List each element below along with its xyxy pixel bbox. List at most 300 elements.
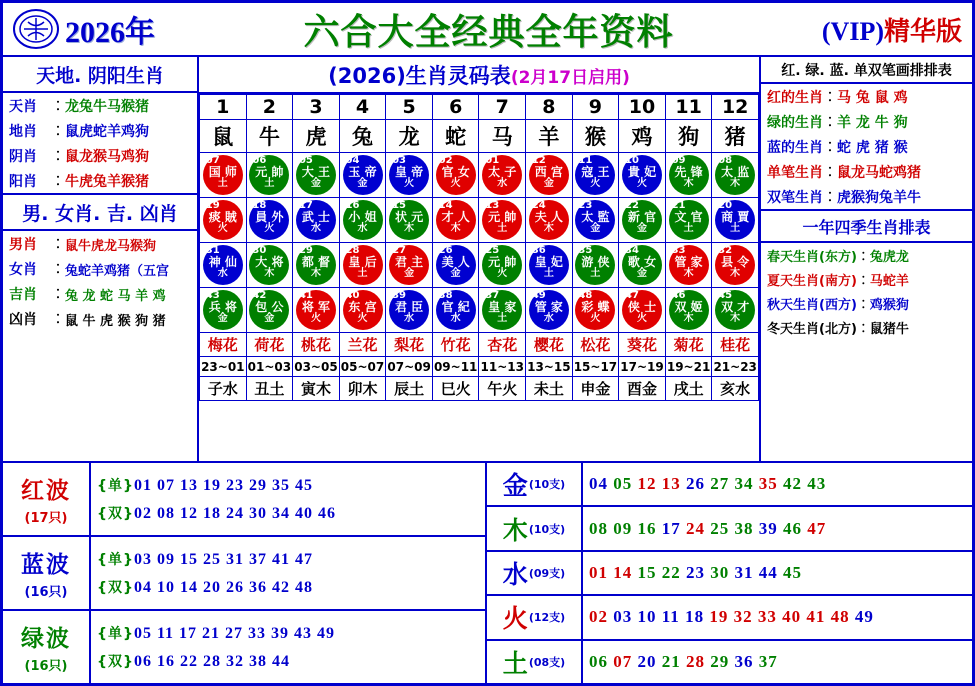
wave-parity-tag: {单} (97, 626, 134, 642)
ball-title: 侠 士 (627, 300, 657, 314)
ball-title: 状 元 (395, 210, 424, 224)
ball-element: 木 (404, 223, 415, 234)
element-number: 12 (637, 474, 662, 494)
table-cell: 狗 (665, 120, 712, 153)
element-number: 36 (734, 651, 759, 671)
ball-title: 大 将 (255, 255, 284, 269)
table-cell: 1 (200, 95, 247, 120)
table-cell (619, 153, 666, 198)
element-block (487, 596, 972, 640)
element-number: 35 (758, 474, 783, 494)
ball-number: 24 (531, 200, 546, 211)
row-sep: ︰ (51, 287, 65, 303)
ball-element: 火 (404, 178, 415, 189)
ball-number: 38 (438, 290, 453, 301)
table-row-time-ranges (200, 357, 759, 377)
row-label: 秋天生肖(西方) (767, 298, 857, 313)
table-cell: 3 (293, 95, 340, 120)
ball-element: 木 (310, 268, 321, 279)
zodiac-number-ball (436, 290, 476, 330)
element-number: 24 (686, 518, 711, 538)
row-label: 男肖 (9, 237, 37, 253)
ball-element: 水 (497, 178, 508, 189)
table-cell: 13~15 (526, 357, 573, 377)
table-cell (432, 288, 479, 333)
ball-number: 41 (298, 290, 313, 301)
table-cell (339, 153, 386, 198)
table-cell: 丑土 (246, 377, 293, 401)
ball-element: 土 (217, 178, 228, 189)
element-number: 18 (685, 607, 710, 627)
ball-title: 元 帥 (255, 165, 284, 179)
table-cell: 兔 (339, 120, 386, 153)
left-panel (3, 57, 199, 461)
element-number: 01 (589, 563, 614, 583)
ball-number: 01 (485, 155, 500, 166)
vip-suffix: 精华版 (883, 16, 962, 46)
bottom-section (3, 461, 972, 683)
ball-element: 火 (636, 178, 647, 189)
zodiac-number-ball (249, 155, 289, 195)
list-item (3, 168, 197, 193)
zodiac-number-ball (529, 290, 569, 330)
wave-name: 绿波 (21, 626, 71, 652)
ball-title: 歌 女 (627, 255, 657, 269)
table-cell: 龙 (386, 120, 433, 153)
row-value: 蛇 虎 猪 猴 (837, 140, 908, 156)
element-numbers (583, 563, 972, 583)
wave-parity-tag: {双} (97, 654, 134, 670)
row-value: 兔 龙 蛇 马 羊 鸡 (65, 288, 166, 304)
table-cell (665, 153, 712, 198)
row-value: 鼠猪牛 (869, 322, 909, 337)
row-value: 鼠龙马蛇鸡猪 (837, 165, 921, 181)
element-count: (09支) (528, 567, 566, 581)
ball-number: 43 (205, 290, 220, 301)
element-number: 02 (589, 607, 614, 627)
wave-count: (17只) (24, 511, 68, 526)
row-sep: ︰ (51, 174, 65, 190)
ball-element: 土 (543, 268, 554, 279)
list-item (3, 143, 197, 168)
zodiac-table-title-main: (2026)生肖灵码表 (328, 64, 511, 88)
ball-number: 02 (438, 155, 453, 166)
row-label: 双笔生肖 (767, 190, 823, 206)
season-rows (761, 243, 972, 339)
row-value: 鼠牛虎龙马猴狗 (65, 238, 157, 254)
coin-logo-icon (11, 7, 61, 51)
wave-parity-tag: {双} (97, 506, 134, 522)
row-value: 鼠龙猴马鸡狗 (65, 149, 149, 165)
ball-element: 木 (730, 268, 741, 279)
table-cell: 兰花 (339, 333, 386, 357)
ball-number: 12 (531, 155, 546, 166)
zodiac-table-title-note: (2月17日启用) (510, 68, 630, 88)
wave-table (3, 463, 487, 683)
ball-title: 大 王 (301, 165, 331, 179)
element-number: 04 (589, 474, 614, 494)
ball-number: 46 (671, 290, 686, 301)
zodiac-number-ball (622, 200, 662, 240)
element-number: 20 (637, 651, 662, 671)
ball-title: 彩 蝶 (581, 300, 610, 314)
table-cell (246, 198, 293, 243)
table-cell: 亥水 (712, 377, 759, 401)
zodiac-number-ball (389, 290, 429, 330)
ball-element: 金 (543, 178, 554, 189)
wave-line (97, 499, 485, 527)
ball-element: 火 (590, 313, 601, 324)
list-item (3, 231, 197, 256)
table-cell: 03~05 (293, 357, 340, 377)
table-cell: 桃花 (293, 333, 340, 357)
ball-number: 33 (671, 245, 686, 256)
table-row-balls (200, 153, 759, 198)
table-cell (246, 153, 293, 198)
zodiac-number-ball (529, 200, 569, 240)
left-panel-title-2: 男. 女肖. 吉. 凶肖 (3, 195, 197, 231)
row-sep: ︰ (51, 99, 65, 115)
table-cell (619, 198, 666, 243)
ball-element: 土 (497, 313, 508, 324)
element-name: 火 (502, 604, 528, 634)
ball-title: 官 紀 (441, 300, 470, 314)
element-name-cell (487, 641, 583, 683)
ball-element: 木 (543, 223, 554, 234)
table-row-numbers (200, 95, 759, 120)
row-label: 绿的生肖 (767, 115, 823, 131)
ball-number: 08 (718, 155, 733, 166)
ball-number: 07 (205, 155, 220, 166)
table-row-animals (200, 120, 759, 153)
ball-title: 包 公 (255, 300, 284, 314)
table-cell: 葵花 (619, 333, 666, 357)
ball-number: 31 (205, 245, 220, 256)
element-name-cell (487, 552, 583, 594)
vip-prefix: (VIP) (821, 16, 884, 46)
wave-block (3, 463, 485, 537)
ball-number: 16 (345, 200, 360, 211)
seasons-subtitle: 一年四季生肖排表 (802, 218, 931, 237)
wave-lines (91, 545, 485, 601)
ball-title: 小 姐 (348, 210, 377, 224)
zodiac-number-ball (389, 245, 429, 285)
ball-title: 文 官 (674, 210, 703, 224)
row-label: 春天生肖(东方) (767, 250, 857, 265)
element-count: (10支) (528, 478, 566, 492)
row-value: 鼠虎蛇羊鸡狗 (65, 124, 149, 140)
ball-number: 28 (345, 245, 360, 256)
row-label: 冬天生肖(北方) (767, 322, 857, 337)
table-cell: 8 (526, 95, 573, 120)
zodiac-number-ball (529, 155, 569, 195)
row-value: 虎猴狗兔羊牛 (837, 190, 921, 206)
row-label: 天肖 (9, 99, 37, 115)
element-number: 16 (637, 518, 662, 538)
row-value: 兔虎龙 (869, 250, 909, 265)
ball-element: 金 (264, 313, 275, 324)
element-number: 27 (710, 474, 735, 494)
table-cell (479, 153, 526, 198)
table-cell: 戌土 (665, 377, 712, 401)
wave-name: 红波 (21, 478, 71, 504)
row-value: 羊 龙 牛 狗 (837, 115, 908, 131)
ball-title: 武 士 (301, 210, 331, 224)
vip-badge (822, 11, 962, 48)
table-cell (293, 198, 340, 243)
ball-number: 30 (252, 245, 267, 256)
ball-title: 管 家 (534, 300, 563, 314)
table-cell: 5 (386, 95, 433, 120)
wave-lines (91, 471, 485, 527)
element-number: 08 (589, 518, 614, 538)
ball-number: 19 (205, 200, 220, 211)
table-row-balls (200, 288, 759, 333)
ball-title: 皇 家 (488, 300, 517, 314)
wave-name-cell (3, 537, 91, 609)
ball-title: 神 仙 (208, 255, 237, 269)
zodiac-number-ball (575, 200, 615, 240)
list-item (3, 281, 197, 306)
table-cell (386, 288, 433, 333)
ball-number: 47 (624, 290, 639, 301)
list-item (761, 315, 972, 339)
element-number: 46 (783, 518, 808, 538)
ball-element: 火 (590, 178, 601, 189)
color-stroke-rows (761, 84, 972, 209)
wave-block (3, 611, 485, 683)
table-cell: 19~21 (665, 357, 712, 377)
ball-element: 木 (683, 178, 694, 189)
element-number: 17 (661, 518, 686, 538)
zodiac-code-table-panel (199, 57, 761, 461)
element-name-cell (487, 507, 583, 549)
ball-number: 37 (485, 290, 500, 301)
table-cell (712, 288, 759, 333)
header-year: 2026年 (65, 16, 155, 49)
table-cell (432, 153, 479, 198)
zodiac-number-ball (296, 245, 336, 285)
zodiac-number-ball (249, 200, 289, 240)
ball-number: 11 (578, 155, 593, 166)
zodiac-number-ball (296, 200, 336, 240)
table-cell: 07~09 (386, 357, 433, 377)
list-item (761, 184, 972, 209)
table-cell: 羊 (526, 120, 573, 153)
zodiac-number-ball (203, 155, 243, 195)
element-block (487, 552, 972, 596)
wave-line (97, 619, 485, 647)
table-cell (712, 153, 759, 198)
zodiac-number-ball (296, 290, 336, 330)
zodiac-number-ball (436, 245, 476, 285)
zodiac-code-table (199, 94, 759, 401)
table-cell (479, 243, 526, 288)
row-sep: ︰ (823, 165, 837, 181)
wave-lines (91, 619, 485, 675)
table-cell (200, 243, 247, 288)
wave-line (97, 545, 485, 573)
ball-element: 火 (217, 223, 228, 234)
table-cell (386, 198, 433, 243)
table-cell: 辰土 (386, 377, 433, 401)
ball-title: 員 外 (255, 210, 284, 224)
ball-title: 夫 人 (534, 210, 563, 224)
zodiac-number-ball (482, 290, 522, 330)
zodiac-number-ball (249, 290, 289, 330)
wave-line (97, 647, 485, 675)
table-cell (712, 198, 759, 243)
table-cell (293, 153, 340, 198)
table-cell: 梅花 (200, 333, 247, 357)
ball-element: 金 (310, 178, 321, 189)
zodiac-number-ball (343, 245, 383, 285)
ball-element: 金 (636, 223, 647, 234)
zodiac-number-ball (669, 200, 709, 240)
element-count: (10支) (528, 522, 566, 536)
wave-numbers: 03 09 15 25 31 37 41 47 (133, 551, 313, 568)
row-label: 吉肖 (9, 287, 37, 303)
ball-title: 太 子 (488, 165, 517, 179)
ball-number: 49 (531, 290, 546, 301)
table-cell: 卯木 (339, 377, 386, 401)
table-cell: 桂花 (712, 333, 759, 357)
ball-element: 火 (636, 313, 647, 324)
table-cell (526, 198, 573, 243)
table-cell: 竹花 (432, 333, 479, 357)
zodiac-number-ball (622, 290, 662, 330)
row-label: 阴肖 (9, 149, 37, 165)
ball-element: 木 (450, 223, 461, 234)
zodiac-number-ball (203, 200, 243, 240)
element-numbers (583, 652, 972, 672)
row-value: 马 兔 鼠 鸡 (837, 90, 908, 106)
ball-element: 金 (590, 223, 601, 234)
ball-number: 26 (438, 245, 453, 256)
ball-element: 木 (730, 178, 741, 189)
zodiac-number-ball (203, 290, 243, 330)
wave-name-cell (3, 611, 91, 683)
ball-element: 火 (264, 223, 275, 234)
zodiac-number-ball (482, 155, 522, 195)
row-sep: ︰ (823, 140, 837, 156)
ball-title: 先 锋 (674, 165, 703, 179)
row-value: 龙兔牛马猴猪 (65, 99, 149, 115)
element-number: 45 (783, 563, 802, 583)
row-value: 鼠 牛 虎 猴 狗 猪 (65, 313, 166, 329)
table-row-flowers (200, 333, 759, 357)
row-value: 兔蛇羊鸡猪（五宫 (65, 263, 170, 279)
ball-title: 元 帥 (488, 210, 517, 224)
ball-number: 34 (624, 245, 639, 256)
zodiac-number-ball (482, 245, 522, 285)
ball-number: 09 (671, 155, 686, 166)
table-cell: 23~01 (200, 357, 247, 377)
ball-number: 06 (252, 155, 267, 166)
ball-number: 40 (345, 290, 360, 301)
table-cell (479, 288, 526, 333)
element-number: 39 (758, 518, 783, 538)
ball-title: 皇 妃 (534, 255, 563, 269)
ball-element: 木 (683, 313, 694, 324)
zodiac-number-ball (715, 200, 755, 240)
table-cell: 10 (619, 95, 666, 120)
table-row-balls (200, 243, 759, 288)
ball-number: 18 (252, 200, 267, 211)
wave-parity-tag: {单} (97, 478, 134, 494)
zodiac-number-ball (389, 200, 429, 240)
element-count: (12支) (528, 611, 566, 625)
ball-title: 才 人 (441, 210, 470, 224)
table-cell: 未土 (526, 377, 573, 401)
table-cell: 樱花 (526, 333, 573, 357)
ball-title: 官 女 (441, 165, 470, 179)
element-number: 47 (807, 518, 827, 538)
ball-number: 17 (298, 200, 313, 211)
zodiac-number-ball (529, 245, 569, 285)
main-body (3, 57, 972, 461)
ball-title: 县 令 (721, 255, 750, 269)
row-label: 夏天生肖(南方) (767, 274, 857, 289)
row-label: 阳肖 (9, 174, 37, 190)
element-number: 10 (637, 607, 662, 627)
element-name: 水 (502, 560, 528, 590)
row-label: 地肖 (9, 124, 37, 140)
row-sep: ︰ (823, 115, 837, 131)
table-cell (386, 243, 433, 288)
zodiac-number-ball (343, 200, 383, 240)
ball-element: 水 (217, 268, 228, 279)
element-numbers (583, 474, 972, 494)
ball-number: 13 (485, 200, 500, 211)
ball-number: 05 (298, 155, 313, 166)
ball-title: 君 臣 (395, 300, 424, 314)
zodiac-number-ball (296, 155, 336, 195)
ball-element: 火 (357, 313, 368, 324)
table-cell (246, 243, 293, 288)
ball-number: 23 (578, 200, 593, 211)
heaven-earth-rows (3, 93, 197, 193)
ball-number: 21 (671, 200, 686, 211)
zodiac-number-ball (436, 200, 476, 240)
table-cell (526, 243, 573, 288)
element-name-cell (487, 596, 583, 638)
table-cell: 子水 (200, 377, 247, 401)
element-number: 48 (830, 607, 855, 627)
ball-title: 君 主 (395, 255, 424, 269)
table-cell: 21~23 (712, 357, 759, 377)
element-number: 32 (733, 607, 758, 627)
ball-number: 29 (298, 245, 313, 256)
element-number: 07 (613, 651, 638, 671)
element-number: 09 (613, 518, 638, 538)
row-sep: ︰ (51, 262, 65, 278)
element-number: 31 (734, 563, 759, 583)
zodiac-number-ball (715, 245, 755, 285)
row-sep: ︰ (51, 124, 65, 140)
table-cell (200, 153, 247, 198)
table-cell (572, 153, 619, 198)
wave-numbers: 05 11 17 21 27 33 39 43 49 (133, 625, 336, 642)
element-count: (08支) (528, 655, 566, 669)
element-number: 33 (757, 607, 783, 627)
element-name-cell (487, 463, 583, 505)
list-item (761, 267, 972, 291)
element-number: 05 (613, 474, 638, 494)
ball-title: 国 师 (208, 165, 237, 179)
list-item (761, 109, 972, 134)
row-label: 单笔生肖 (767, 165, 823, 181)
